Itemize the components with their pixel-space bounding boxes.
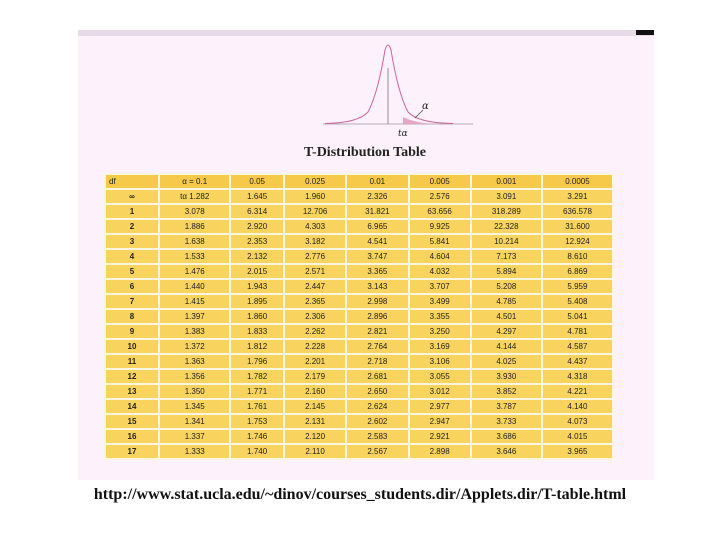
cell-df: 15 <box>106 415 158 428</box>
cell-alpha-0-005: 2.977 <box>410 400 470 413</box>
top-band <box>78 30 654 36</box>
cell-alpha-0-005: 3.707 <box>410 280 470 293</box>
header-cell-alpha-0-1: α = 0.1 <box>160 175 229 188</box>
cell-alpha-0-0005: 4.015 <box>543 430 612 443</box>
cell-alpha-0-001: 10.214 <box>472 235 541 248</box>
cell-alpha-0-0005: 12.924 <box>543 235 612 248</box>
cell-alpha-0-01: 6.965 <box>347 220 407 233</box>
cell-alpha-0-025: 2.365 <box>285 295 345 308</box>
cell-alpha-0-1: 1.345 <box>160 400 229 413</box>
table-header-row <box>106 175 612 188</box>
cell-alpha-0-01: 2.583 <box>347 430 407 443</box>
cell-alpha-0-005: 3.012 <box>410 385 470 398</box>
cell-alpha-0-05: 2.353 <box>231 235 283 248</box>
bell-curve <box>325 45 453 124</box>
cell-df: 8 <box>106 310 158 323</box>
cell-alpha-0-001: 7.173 <box>472 250 541 263</box>
cell-df: 16 <box>106 430 158 443</box>
cell-alpha-0-001: 4.144 <box>472 340 541 353</box>
cell-alpha-0-01: 2.326 <box>347 190 407 203</box>
cell-alpha-0-0005: 8.610 <box>543 250 612 263</box>
cell-alpha-0-01: 2.602 <box>347 415 407 428</box>
cell-alpha-0-005: 2.947 <box>410 415 470 428</box>
table-row <box>106 370 612 383</box>
cell-alpha-0-1: 1.533 <box>160 250 229 263</box>
cell-alpha-0-005: 3.355 <box>410 310 470 323</box>
cell-alpha-0-001: 3.930 <box>472 370 541 383</box>
table-row <box>106 445 612 458</box>
table-row <box>106 295 612 308</box>
cell-alpha-0-01: 4.541 <box>347 235 407 248</box>
cell-alpha-0-025: 2.160 <box>285 385 345 398</box>
cell-df: 13 <box>106 385 158 398</box>
cell-alpha-0-001: 3.733 <box>472 415 541 428</box>
cell-alpha-0-01: 3.143 <box>347 280 407 293</box>
table-row <box>106 340 612 353</box>
cell-alpha-0-05: 1.746 <box>231 430 283 443</box>
table-row <box>106 280 612 293</box>
cell-alpha-0-005: 3.250 <box>410 325 470 338</box>
cell-alpha-0-0005: 4.781 <box>543 325 612 338</box>
cell-df: 17 <box>106 445 158 458</box>
t-label: tα <box>398 129 408 139</box>
cell-alpha-0-025: 2.228 <box>285 340 345 353</box>
cell-df: 3 <box>106 235 158 248</box>
cell-alpha-0-0005: 3.965 <box>543 445 612 458</box>
cell-alpha-0-001: 3.686 <box>472 430 541 443</box>
cell-alpha-0-005: 2.898 <box>410 445 470 458</box>
cell-alpha-0-025: 1.960 <box>285 190 345 203</box>
table-title: T-Distribution Table <box>303 145 427 160</box>
cell-alpha-0-025: 2.262 <box>285 325 345 338</box>
cell-alpha-0-1: 1.350 <box>160 385 229 398</box>
t-distribution-figure <box>303 38 493 143</box>
cell-alpha-0-025: 2.145 <box>285 400 345 413</box>
cell-df: 4 <box>106 250 158 263</box>
cell-alpha-0-1: 1.383 <box>160 325 229 338</box>
cell-alpha-0-05: 1.860 <box>231 310 283 323</box>
cell-alpha-0-001: 318.289 <box>472 205 541 218</box>
cell-df: 9 <box>106 325 158 338</box>
cell-alpha-0-0005: 4.437 <box>543 355 612 368</box>
table-row <box>106 415 612 428</box>
cell-alpha-0-1: 1.415 <box>160 295 229 308</box>
cell-alpha-0-01: 2.764 <box>347 340 407 353</box>
cell-alpha-0-05: 2.920 <box>231 220 283 233</box>
cell-alpha-0-001: 5.208 <box>472 280 541 293</box>
table-row <box>106 190 612 203</box>
header-cell-df: df <box>106 175 158 188</box>
header-cell-alpha-0-0005: 0.0005 <box>543 175 612 188</box>
cell-alpha-0-01: 31.821 <box>347 205 407 218</box>
cell-alpha-0-0005: 636.578 <box>543 205 612 218</box>
cell-df: 10 <box>106 340 158 353</box>
cell-alpha-0-025: 2.179 <box>285 370 345 383</box>
cell-alpha-0-005: 4.032 <box>410 265 470 278</box>
cell-alpha-0-0005: 5.408 <box>543 295 612 308</box>
cell-alpha-0-025: 2.306 <box>285 310 345 323</box>
cell-alpha-0-1: 1.333 <box>160 445 229 458</box>
cell-alpha-0-1: 1.476 <box>160 265 229 278</box>
cell-alpha-0-005: 5.841 <box>410 235 470 248</box>
cell-alpha-0-05: 1.645 <box>231 190 283 203</box>
cell-alpha-0-05: 1.740 <box>231 445 283 458</box>
cell-alpha-0-1: 1.337 <box>160 430 229 443</box>
cell-alpha-0-005: 3.106 <box>410 355 470 368</box>
cell-alpha-0-05: 6.314 <box>231 205 283 218</box>
table-row <box>106 235 612 248</box>
header-cell-alpha-0-001: 0.001 <box>472 175 541 188</box>
cell-alpha-0-0005: 3.291 <box>543 190 612 203</box>
header-cell-alpha-0-025: 0.025 <box>285 175 345 188</box>
cell-df: 14 <box>106 400 158 413</box>
cell-alpha-0-1: 3.078 <box>160 205 229 218</box>
cell-alpha-0-0005: 6.869 <box>543 265 612 278</box>
cell-alpha-0-001: 3.646 <box>472 445 541 458</box>
cell-alpha-0-025: 2.110 <box>285 445 345 458</box>
cell-alpha-0-001: 4.501 <box>472 310 541 323</box>
cell-alpha-0-01: 2.624 <box>347 400 407 413</box>
cell-alpha-0-0005: 4.073 <box>543 415 612 428</box>
cell-alpha-0-0005: 4.318 <box>543 370 612 383</box>
cell-alpha-0-025: 2.131 <box>285 415 345 428</box>
cell-alpha-0-0005: 4.140 <box>543 400 612 413</box>
cell-alpha-0-025: 2.120 <box>285 430 345 443</box>
cell-alpha-0-05: 1.761 <box>231 400 283 413</box>
cell-alpha-0-05: 1.753 <box>231 415 283 428</box>
table-row <box>106 220 612 233</box>
table-row <box>106 205 612 218</box>
cell-alpha-0-0005: 4.221 <box>543 385 612 398</box>
t-distribution-table <box>104 173 614 460</box>
table-row <box>106 385 612 398</box>
cell-df: 11 <box>106 355 158 368</box>
cell-alpha-0-01: 2.567 <box>347 445 407 458</box>
cell-alpha-0-025: 2.776 <box>285 250 345 263</box>
cell-alpha-0-1: 1.397 <box>160 310 229 323</box>
cell-alpha-0-005: 63.656 <box>410 205 470 218</box>
cell-alpha-0-1: 1.638 <box>160 235 229 248</box>
cell-alpha-0-001: 22.328 <box>472 220 541 233</box>
cell-alpha-0-1: 1.372 <box>160 340 229 353</box>
cell-alpha-0-001: 3.091 <box>472 190 541 203</box>
cell-alpha-0-001: 4.297 <box>472 325 541 338</box>
cell-alpha-0-0005: 5.041 <box>543 310 612 323</box>
table-row <box>106 310 612 323</box>
header-cell-alpha-0-005: 0.005 <box>410 175 470 188</box>
cell-alpha-0-005: 3.055 <box>410 370 470 383</box>
cell-alpha-0-05: 1.771 <box>231 385 283 398</box>
alpha-label: α <box>422 101 429 112</box>
cell-alpha-0-01: 3.747 <box>347 250 407 263</box>
cell-alpha-0-05: 2.015 <box>231 265 283 278</box>
cell-alpha-0-05: 1.943 <box>231 280 283 293</box>
cell-alpha-0-1: 1.363 <box>160 355 229 368</box>
cell-alpha-0-025: 2.201 <box>285 355 345 368</box>
cell-alpha-0-05: 1.833 <box>231 325 283 338</box>
cell-alpha-0-05: 1.782 <box>231 370 283 383</box>
cell-alpha-0-005: 3.169 <box>410 340 470 353</box>
cell-alpha-0-001: 3.852 <box>472 385 541 398</box>
cell-df: 12 <box>106 370 158 383</box>
cell-alpha-0-001: 4.785 <box>472 295 541 308</box>
cell-alpha-0-0005: 5.959 <box>543 280 612 293</box>
cell-alpha-0-001: 5.894 <box>472 265 541 278</box>
cell-alpha-0-1: tα 1.282 <box>160 190 229 203</box>
cell-df: 6 <box>106 280 158 293</box>
cell-alpha-0-005: 2.576 <box>410 190 470 203</box>
table-row <box>106 355 612 368</box>
header-cell-alpha-0-01: 0.01 <box>347 175 407 188</box>
cell-alpha-0-005: 9.925 <box>410 220 470 233</box>
cell-alpha-0-01: 2.998 <box>347 295 407 308</box>
cell-alpha-0-01: 2.681 <box>347 370 407 383</box>
cell-alpha-0-005: 2.921 <box>410 430 470 443</box>
cell-alpha-0-001: 3.787 <box>472 400 541 413</box>
cell-alpha-0-01: 2.821 <box>347 325 407 338</box>
table-row <box>106 400 612 413</box>
cell-alpha-0-025: 4.303 <box>285 220 345 233</box>
cell-alpha-0-1: 1.886 <box>160 220 229 233</box>
footer-url: http://www.stat.ucla.edu/~dinov/courses_students.dir/Applets.dir/T-table.html <box>93 486 627 503</box>
cell-alpha-0-025: 12.706 <box>285 205 345 218</box>
cell-alpha-0-1: 1.341 <box>160 415 229 428</box>
cell-alpha-0-025: 2.447 <box>285 280 345 293</box>
cell-alpha-0-05: 2.132 <box>231 250 283 263</box>
cell-alpha-0-001: 4.025 <box>472 355 541 368</box>
cell-alpha-0-05: 1.796 <box>231 355 283 368</box>
cell-alpha-0-01: 2.896 <box>347 310 407 323</box>
table-row <box>106 430 612 443</box>
table-row <box>106 250 612 263</box>
header-cell-alpha-0-05: 0.05 <box>231 175 283 188</box>
cell-df: ∞ <box>106 190 158 203</box>
cell-alpha-0-01: 3.365 <box>347 265 407 278</box>
cell-df: 5 <box>106 265 158 278</box>
cell-df: 2 <box>106 220 158 233</box>
cell-df: 7 <box>106 295 158 308</box>
cell-alpha-0-0005: 31.600 <box>543 220 612 233</box>
cell-alpha-0-0005: 4.587 <box>543 340 612 353</box>
table-body <box>106 175 612 458</box>
cell-alpha-0-005: 4.604 <box>410 250 470 263</box>
cell-alpha-0-005: 3.499 <box>410 295 470 308</box>
cell-alpha-0-01: 2.718 <box>347 355 407 368</box>
cell-alpha-0-05: 1.895 <box>231 295 283 308</box>
cell-alpha-0-1: 1.356 <box>160 370 229 383</box>
content-panel <box>78 30 654 480</box>
cell-alpha-0-025: 2.571 <box>285 265 345 278</box>
table-row <box>106 265 612 278</box>
cell-alpha-0-025: 3.182 <box>285 235 345 248</box>
corner-mark <box>636 30 654 35</box>
cell-alpha-0-1: 1.440 <box>160 280 229 293</box>
cell-alpha-0-01: 2.650 <box>347 385 407 398</box>
table-row <box>106 325 612 338</box>
cell-alpha-0-05: 1.812 <box>231 340 283 353</box>
cell-df: 1 <box>106 205 158 218</box>
